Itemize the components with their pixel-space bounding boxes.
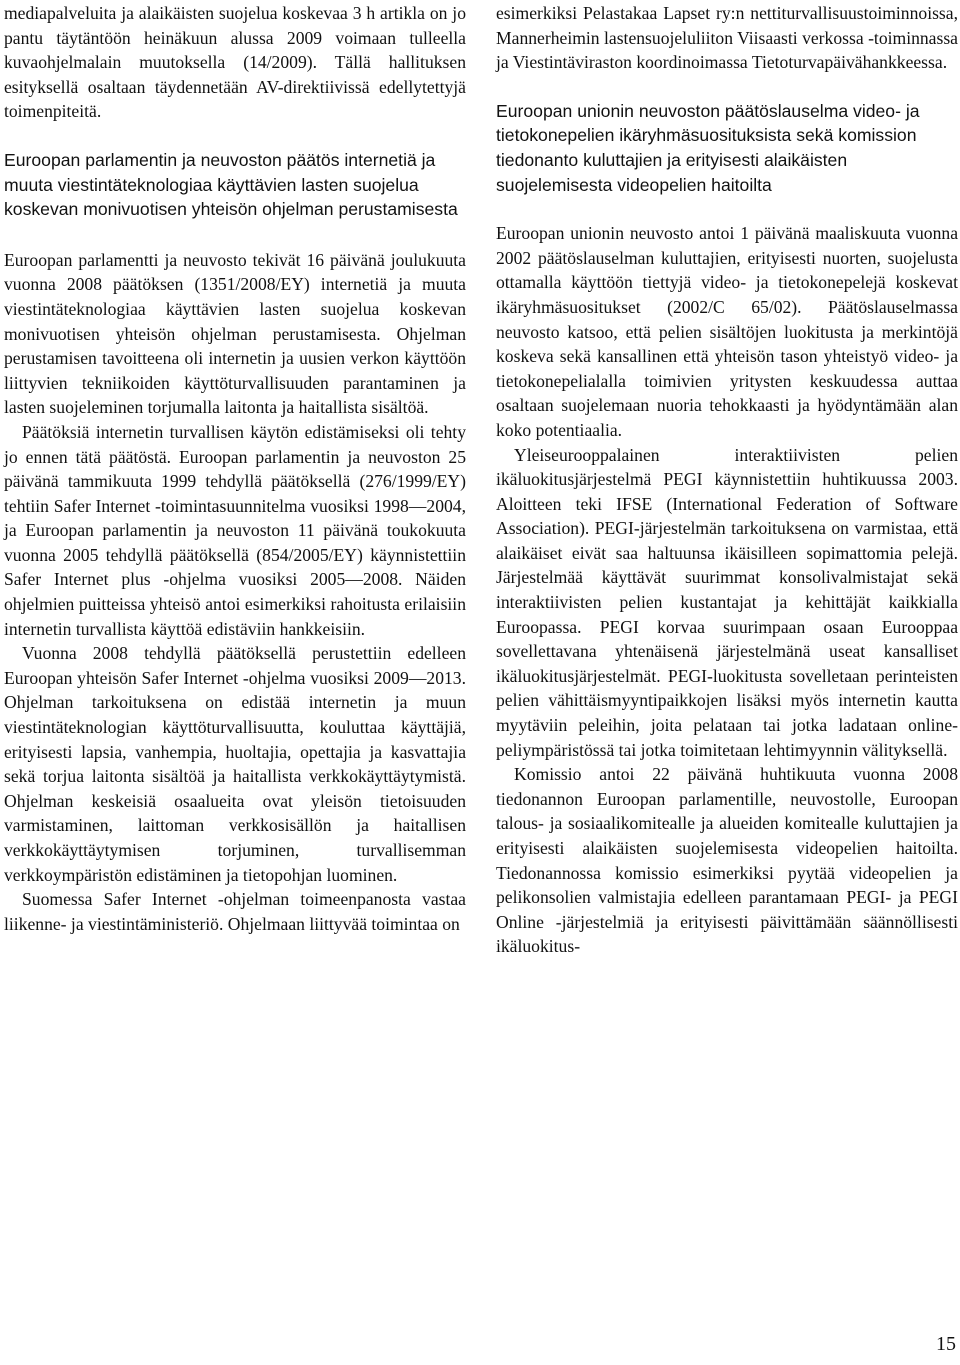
left-paragraph-2: Päätöksiä internetin turvallisen käytön edistämiseksi oli tehty jo ennen tätä päätöstä. Euroopan parlamentin ja neuvoston 25 päivänä tammikuuta 1999 tehdyllä päätöksellä (276/1999/EY) tehtiin Safer Internet -toimintasuunnitelma vuosiksi 1998—2004, ja Euroopan parlamentin ja neuvoston 11 päivänä toukokuuta vuonna 2005 tehdyllä päätöksellä (854/2005/EY) käynnistettiin Safer Internet plus -ohjelma vuosiksi 2005—2008. Näiden ohjelmien puitteissa yhteisö antoi esimerkiksi rahoitusta erilaisiin internetin turvallista käyttöä edistäviin hankkeisiin. xyxy=(4,421,466,639)
left-paragraph-1: Euroopan parlamentti ja neuvosto tekivät 16 päivänä joulukuuta vuonna 2008 päätöksen (1351/2008/EY) internetiä ja muuta viestintäteknologiaa käyttävien lasten suojelua koskevan monivuotisen yhteisön ohjelman perustamisesta. Ohjelman perustamisen tavoitteena oli internetin ja uusien verkon käyttöön liittyvien tekniikoiden käyttöturvallisuuden parantaminen ja lasten suojeleminen torjumalla laitonta ja haitallista sisältöä. xyxy=(4,249,466,418)
left-paragraph-3: Vuonna 2008 tehdyllä päätöksellä perustettiin edelleen Euroopan yhteisön Safer Internet -ohjelma vuosiksi 2009—2013. Ohjelman tarkoituksena on edistää internetin ja muun viestintäteknologian käyttöturvallisuutta, kouluttaa käyttäjiä, erityisesti lapsia, vanhempia, huoltajia, opettajia ja kasvattajia sekä torjua laitonta sisältöä ja haitallista verkkokäyttäytymistä. Ohjelman keskeisiä osaalueita ovat yleisön tietoisuuden varmistaminen, laittoman verkkosisällön ja haitallisen verkkokäyttäytymisen torjuminen, turvallisemman verkkoympäristön edistäminen ja tietopohjan luominen. xyxy=(4,643,466,885)
right-column xyxy=(496,1,958,959)
spacer xyxy=(4,222,466,248)
spacer xyxy=(4,124,466,148)
spacer xyxy=(496,75,958,99)
left-intro-paragraph: mediapalveluita ja alaikäisten suojelua koskevaa 3 h artikla on jo pantu täytäntöön heinäkuun alussa 2009 voimaan tulleella kuvaohjelmalain muutoksella (14/2009). Tällä hallituksen esityksellä osaltaan täydennetään AV-direktiivissä edellytettyjä toimenpiteitä. xyxy=(4,3,466,122)
right-paragraph-3: Komissio antoi 22 päivänä huhtikuuta vuonna 2008 tiedonannon Euroopan parlamentille, neuvostolle, Euroopan talous- ja sosiaalikomitealle ja alueiden komitealle kuluttajien ja erityisesti alaikäisten suojelemisesta videopelien haitoilta. Tiedonannossa komissio esimerkiksi pyytää videopelien ja pelikonsolien valmistajia edelleen parantamaan PEGI- ja PEGI Online -järjestelmiä ja erityisesti päivittämään säännöllisesti ikäluokitus- xyxy=(496,764,958,957)
right-intro-paragraph: esimerkiksi Pelastakaa Lapset ry:n nettiturvallisuustoiminnoissa, Mannerheimin lastensuojeluliiton Viisaasti verkossa -toiminnassa ja Viestintäviraston koordinoimassa Tietoturvapäivähankkeessa. xyxy=(496,3,958,73)
right-paragraph-2: Yleiseurooppalainen interaktiivisten pelien ikäluokitusjärjestelmä PEGI käynnistettiin huhtikuussa 2003. Aloitteen teki IFSE (International Federation of Software Association). PEGI-järjestelmän tarkoituksena on varmistaa, että alaikäiset eivät saa haltuunsa ikäisilleen sopimattomia pelejä. Järjestelmää käyttävät suurimmat konsolivalmistajat sekä interaktiivisten pelien kustantajat ja kehittäjät kaikkialla Euroopassa. PEGI korvaa suurimpaan osaan Eurooppaa sovellettavana yhtenäisenä järjestelmänä useat kansalliset ikäluokitusjärjestelmät. PEGI-luokitusta sovelletaan perinteisten pelien vähittäismyyntipaikkojen lisäksi myös internetin kautta myytäviin peleihin, joita pelataan tai jotka ladataan online-peliympäristössä tai jotka toimitetaan lehtimyynnin välityksellä. xyxy=(496,444,958,760)
page-number: 15 xyxy=(936,1333,956,1355)
left-paragraph-4: Suomessa Safer Internet -ohjelman toimeenpanosta vastaa liikenne- ja viestintäministeriö. Ohjelmaan liittyvää toimintaa on xyxy=(4,889,466,934)
left-column xyxy=(4,1,466,936)
spacer xyxy=(496,197,958,221)
right-paragraph-1: Euroopan unionin neuvosto antoi 1 päivänä maaliskuuta vuonna 2002 päätöslauselman kuluttajien, erityisesti nuorten, suojelusta ottamalla käyttöön tiettyjä video- ja tietokonepelejä koskevat ikäryhmäsuositukset (2002/C 65/02). Päätöslauselmassa neuvosto katsoo, että pelien sisältöjen luokitusta ja merkintöjä koskeva sekä kansallinen että yhteisön tason yhteistyö video- ja tietokonepelialalla toimivien yritysten keskuudessa auttaa osaltaan suojelemaan nuoria tehokkaasti ja hyödyntämään alan koko potentiaalia. xyxy=(496,223,958,440)
right-section-heading: Euroopan unionin neuvoston päätöslauselma video- ja tietokonepelien ikäryhmäsuosituksista sekä komission tiedonanto kuluttajien ja erityisesti alaikäisten suojelemisesta videopelien haitoilta xyxy=(496,100,920,195)
left-section-heading: Euroopan parlamentin ja neuvoston päätös internetiä ja muuta viestintäteknologiaa käyttävien lasten suojelua koskevan monivuotisen yhteisön ohjelman perustamisesta xyxy=(4,149,458,220)
